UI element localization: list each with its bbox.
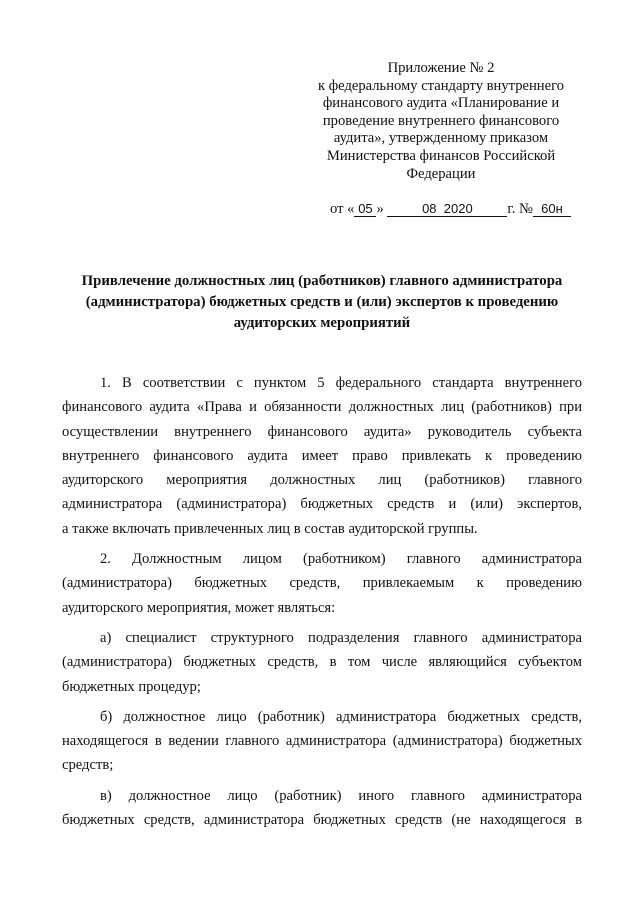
text-line: осуществлении внутреннего финансового аудита» руководитель субъекта: [62, 423, 582, 440]
text-line: средств;: [62, 757, 114, 774]
text-line: финансового аудита «Права и обязанности должностных лиц (работников) при: [62, 399, 582, 416]
title-line: Привлечение должностных лиц (работников) главного администратора: [81, 273, 563, 289]
order-date-line: [330, 201, 571, 218]
text-line: бюджетных средств, администратора бюджетных средств (не находящегося в: [62, 812, 582, 829]
text-line: бюджетных процедур;: [62, 678, 201, 695]
annex-line: к федеральному стандарту внутреннего: [317, 77, 565, 94]
paragraph-2a: [62, 626, 582, 699]
annex-line: проведение внутреннего финансового: [322, 112, 560, 129]
text-line: внутреннего финансового аудита имеет право привлекать к проведению: [62, 447, 582, 464]
section-title: [62, 271, 582, 334]
date-prefix: от «: [330, 201, 355, 217]
text-line: аудиторского мероприятия, может являться:: [62, 599, 336, 616]
text-line: а) специалист структурного подразделения главного администратора: [100, 629, 582, 646]
annex-line: финансового аудита «Планирование и: [322, 95, 560, 112]
paragraph-2v: [62, 784, 582, 833]
text-line: 2. Должностным лицом (работником) главного администратора: [100, 551, 582, 568]
date-month-year: 08 2020: [387, 201, 507, 217]
date-suffix: г. №: [507, 201, 533, 217]
paragraph-1: [62, 371, 582, 541]
text-line: а также включать привлеченных лиц в состав аудиторской группы.: [62, 520, 478, 537]
text-line: в) должностное лицо (работник) иного главного администратора: [100, 787, 582, 804]
text-line: находящегося в ведении главного администратора (администратора) бюджетных: [62, 733, 582, 750]
annex-line: Приложение № 2: [387, 60, 495, 76]
text-line: б) должностное лицо (работник) администратора бюджетных средств,: [100, 708, 582, 725]
annex-line: Министерства финансов Российской: [326, 147, 556, 164]
date-day: 05: [354, 201, 376, 217]
text-line: (администратора) бюджетных средств, привлекаемым к проведению: [62, 575, 582, 592]
document-body: [62, 371, 582, 838]
annex-line: Федерации: [406, 165, 476, 182]
order-number: 60н: [533, 201, 571, 217]
text-line: (администратора) бюджетных средств, в том числе являющийся субъектом: [62, 654, 582, 671]
text-line: аудиторского мероприятия должностных лиц (работников) главного: [62, 472, 582, 489]
date-mid: »: [376, 201, 384, 217]
paragraph-2: [62, 547, 582, 620]
title-line: аудиторских мероприятий: [233, 315, 411, 331]
annex-line: аудита», утвержденному приказом: [333, 130, 549, 147]
paragraph-2b: [62, 705, 582, 778]
text-line: 1. В соответствии с пунктом 5 федерального стандарта внутреннего: [100, 375, 582, 391]
title-line: (администратора) бюджетных средств и (или) экспертов к проведению: [85, 294, 559, 310]
text-line: администратора (администратора) бюджетных средств и (или) экспертов,: [62, 496, 582, 513]
annex-header: [300, 60, 582, 183]
